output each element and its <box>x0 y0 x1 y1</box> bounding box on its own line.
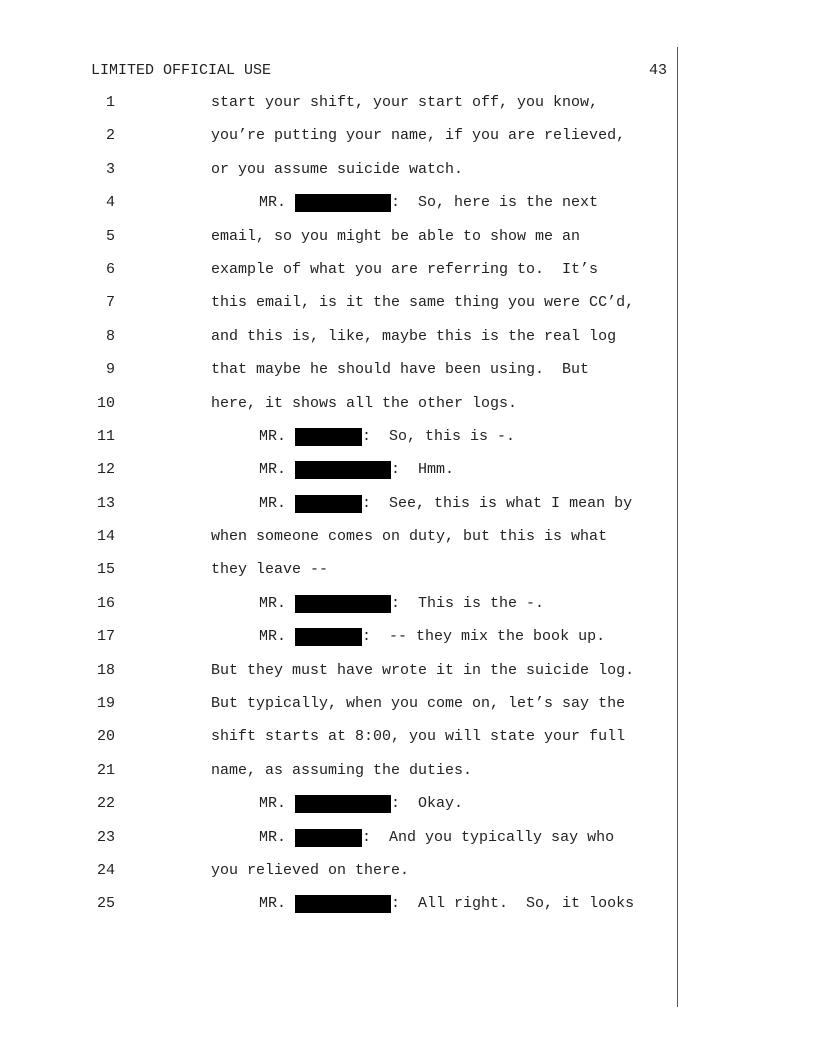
line-number: 19 <box>96 695 115 713</box>
line-text: : Okay. <box>391 795 464 813</box>
line-number: 3 <box>105 160 115 178</box>
line-number: 16 <box>96 594 115 612</box>
transcript-line <box>0 160 676 193</box>
speaker-title: MR. <box>259 628 287 646</box>
transcript-line <box>0 861 676 894</box>
line-number: 17 <box>96 628 115 646</box>
redacted-name-block <box>295 628 362 646</box>
transcript-line <box>0 227 676 260</box>
line-text: they leave -- <box>211 561 329 579</box>
line-text: : So, this is -. <box>362 427 516 445</box>
redacted-name-block <box>295 595 391 613</box>
transcript-line <box>0 527 676 560</box>
line-number: 24 <box>96 861 115 879</box>
line-number: 18 <box>96 661 115 679</box>
speaker-title: MR. <box>259 828 287 846</box>
line-text: : See, this is what I mean by <box>362 494 633 512</box>
transcript-line <box>0 93 676 126</box>
redacted-name-block <box>295 829 362 847</box>
transcript-line <box>0 761 676 794</box>
transcript-line <box>0 327 676 360</box>
line-text: : So, here is the next <box>391 194 599 212</box>
transcript-line <box>0 360 676 393</box>
page-number: 43 <box>648 62 667 79</box>
transcript-line <box>0 627 676 660</box>
speaker-line <box>259 594 544 614</box>
line-text: : -- they mix the book up. <box>362 628 606 646</box>
line-number: 5 <box>105 227 115 245</box>
line-text: here, it shows all the other logs. <box>211 394 518 412</box>
line-number: 22 <box>96 795 115 813</box>
transcript-line <box>0 560 676 593</box>
redacted-name-block <box>295 428 362 446</box>
line-number: 11 <box>96 427 115 445</box>
classification-header: LIMITED OFFICIAL USE <box>91 62 272 79</box>
line-text: and this is, like, maybe this is the real log <box>211 327 617 345</box>
transcript-line <box>0 494 676 527</box>
transcript-line <box>0 661 676 694</box>
right-margin-rule <box>677 47 678 1007</box>
redacted-name-block <box>295 461 391 479</box>
line-number: 8 <box>105 327 115 345</box>
transcript-line <box>0 427 676 460</box>
line-text: when someone comes on duty, but this is what <box>211 528 608 546</box>
line-text: you relieved on there. <box>211 861 410 879</box>
speaker-line <box>259 627 605 647</box>
speaker-line <box>259 828 614 848</box>
line-number: 10 <box>96 394 115 412</box>
speaker-line <box>259 794 463 814</box>
line-text: example of what you are referring to. It’s <box>211 260 599 278</box>
transcript-body <box>0 93 676 928</box>
speaker-title: MR. <box>259 461 287 479</box>
transcript-line <box>0 594 676 627</box>
line-number: 25 <box>96 895 115 913</box>
line-text: shift starts at 8:00, you will state your full <box>211 728 626 746</box>
line-text: But typically, when you come on, let’s say the <box>211 695 626 713</box>
redacted-name-block <box>295 795 391 813</box>
transcript-line <box>0 894 676 927</box>
speaker-title: MR. <box>259 594 287 612</box>
line-number: 13 <box>96 494 115 512</box>
line-number: 4 <box>105 194 115 212</box>
speaker-title: MR. <box>259 494 287 512</box>
line-number: 20 <box>96 728 115 746</box>
speaker-line <box>259 427 515 447</box>
line-text: But they must have wrote it in the suicide log. <box>211 661 635 679</box>
transcript-line <box>0 394 676 427</box>
line-text: email, so you might be able to show me an <box>211 227 581 245</box>
transcript-line <box>0 193 676 226</box>
line-text: this email, is it the same thing you were CC’d, <box>211 294 635 312</box>
line-number: 2 <box>105 127 115 145</box>
line-text: : Hmm. <box>391 461 455 479</box>
line-text: : All right. So, it looks <box>391 895 635 913</box>
line-number: 14 <box>96 528 115 546</box>
transcript-line <box>0 828 676 861</box>
line-number: 21 <box>96 761 115 779</box>
redacted-name-block <box>295 495 362 513</box>
line-text: or you assume suicide watch. <box>211 160 464 178</box>
speaker-title: MR. <box>259 194 287 212</box>
line-number: 9 <box>105 361 115 379</box>
line-text: : And you typically say who <box>362 828 615 846</box>
line-text: you’re putting your name, if you are relieved, <box>211 127 626 145</box>
transcript-line <box>0 126 676 159</box>
line-text: start your shift, your start off, you know, <box>211 94 599 111</box>
speaker-title: MR. <box>259 895 287 913</box>
speaker-line <box>259 894 634 914</box>
redacted-name-block <box>295 194 391 212</box>
line-text: name, as assuming the duties. <box>211 761 473 779</box>
line-number: 7 <box>105 294 115 312</box>
line-number: 6 <box>105 260 115 278</box>
transcript-line <box>0 260 676 293</box>
line-number: 15 <box>96 561 115 579</box>
line-number: 23 <box>96 828 115 846</box>
redacted-name-block <box>295 895 391 913</box>
transcript-line <box>0 727 676 760</box>
line-text: that maybe he should have been using. But <box>211 361 590 379</box>
transcript-line <box>0 794 676 827</box>
speaker-title: MR. <box>259 427 287 445</box>
line-number: 12 <box>96 461 115 479</box>
speaker-line <box>259 494 632 514</box>
line-text: : This is the -. <box>391 594 545 612</box>
speaker-line <box>259 460 454 480</box>
speaker-title: MR. <box>259 795 287 813</box>
speaker-line <box>259 193 598 213</box>
transcript-line <box>0 694 676 727</box>
transcript-line <box>0 293 676 326</box>
transcript-line <box>0 460 676 493</box>
line-number: 1 <box>105 94 115 111</box>
